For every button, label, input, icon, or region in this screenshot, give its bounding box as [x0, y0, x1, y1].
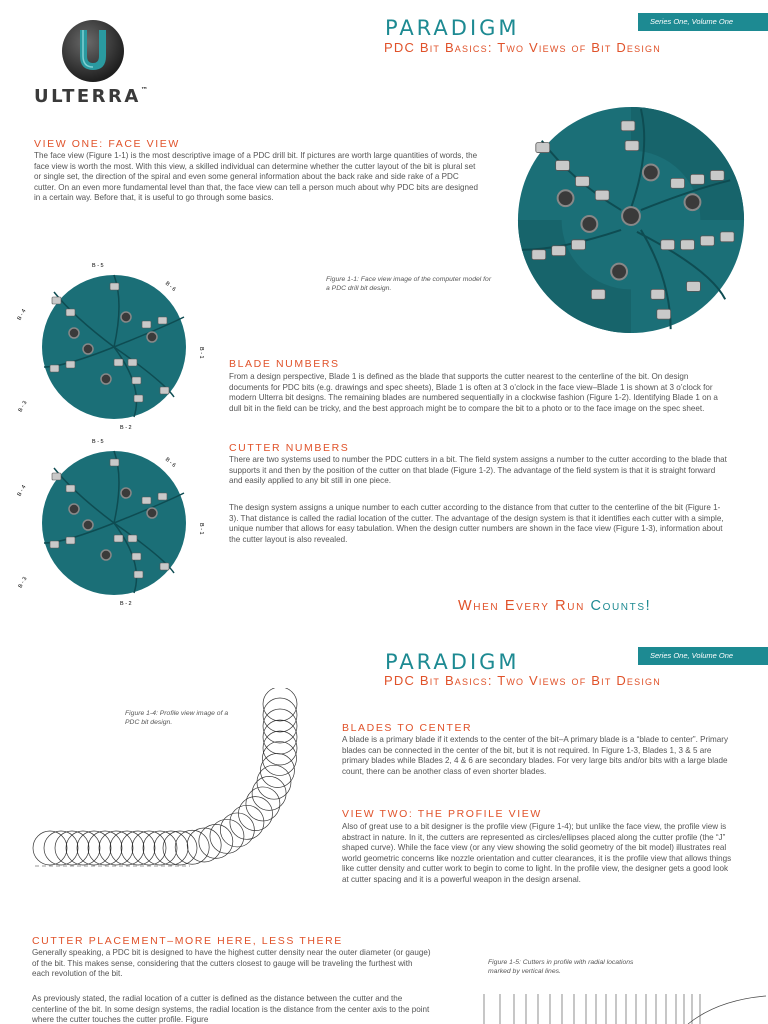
profile-cutter-circle — [121, 831, 155, 865]
profile-cutter-circle — [263, 688, 297, 721]
bit-face-image-large — [512, 103, 750, 337]
blades-to-center-body: A blade is a primary blade if it extends to the center of the bit–A primary blade is a “blade to center”. Primary blades can be connected in the center of the bit, but it is not required. In Figure 1-3, Blades 1, 3 & 5 are primary blades while Blades 2, 4 & 6 are secondary blades. For very large bits and/or bits with a large blade count, there can be another class of even shorter blades. — [342, 735, 728, 776]
profile-cutter-circle — [175, 830, 209, 864]
blade-label-b6: B - 6 — [163, 280, 177, 293]
face-view-body: The face view (Figure 1-1) is the most descriptive image of a PDC drill bit. If pictures are worth large quantities of words, the face view is worth the most. With this view, a skilled individual can determine whether the cutter layout of the bit is plural set or single set, the direction of the spiral and even some general information about the back rake and side rake of a PDC cutter. On an even more fundamental level than that, the face view can tell a person much about why PDC bits are designed in a certain way. Before that, it is useful to go through some basics. — [34, 151, 479, 203]
bit-face-image-cutters — [14, 438, 214, 608]
logo-tm: ™ — [140, 86, 151, 94]
profile-cutter-circle — [210, 819, 244, 853]
profile-cutter-circle — [77, 831, 111, 865]
cutter-placement-body-2: As previously stated, the radial location of a cutter is defined as the distance between the cutter and the centerline of the bit. In some design systems, the radial location is the distance from the center axis to the point where the cutter touches the cutter profile. Figure — [32, 994, 430, 1024]
profile-cutter-circle — [110, 831, 144, 865]
profile-cutter-circle — [66, 831, 100, 865]
profile-cutter-circle — [132, 831, 166, 865]
blade-label-b1: B - 1 — [198, 347, 204, 359]
profile-cutter-circle — [260, 753, 294, 787]
profile-cutter-circle — [263, 709, 297, 743]
blade-label-b3: B - 3 — [17, 400, 29, 414]
profile-cutter-circle — [163, 831, 197, 865]
blade-numbers-heading: BLADE NUMBERS — [229, 358, 340, 370]
profile-cutter-circle — [187, 828, 221, 862]
cutter-placement-heading: CUTTER PLACEMENT–MORE HERE, LESS THERE — [32, 935, 343, 947]
face-view-heading: VIEW ONE: FACE VIEW — [34, 138, 180, 150]
slogan-part-2: Counts! — [590, 598, 652, 614]
figure-1-1-caption: Figure 1-1: Face view image of the computer model for a PDC drill bit design. — [326, 276, 492, 292]
profile-cutter-circle — [99, 831, 133, 865]
blade-numbers-body: From a design perspective, Blade 1 is defined as the blade that supports the cutter nearest to the centerline of the bit. On design documents for PDC bits (e.g. drawings and spec sheets), Blade 1 is often at 3 o’clock in the face view–Blade 1 is shown at 3 o’clock for modern Ulterra bit designs. The remaining blades are numbered sequentially in a clockwise fashion (Figure 1-2). Identifying Blade 1 on a dull bit in the field can be tricky, and the best approach might be to compare the bit to a photo or to the face image on the spec sheet. — [229, 372, 718, 413]
profile-cutter-circle — [154, 831, 188, 865]
page-subtitle: PDC Bit Basics: Two Views of Bit Design — [384, 40, 661, 55]
series-badge: Series One, Volume One — [638, 13, 768, 31]
blade-label-b5-fig3: B - 5 — [92, 439, 104, 445]
page-title-2: PARADIGM — [385, 650, 520, 674]
page-title: PARADIGM — [385, 16, 520, 40]
profile-cutter-circle — [44, 831, 78, 865]
slogan — [458, 598, 651, 614]
blade-label-b6-fig3: B - 6 — [163, 456, 177, 469]
ulterra-logo — [30, 18, 160, 108]
figure-1-5-caption: Figure 1-5: Cutters in profile with radial locations marked by vertical lines. — [488, 959, 634, 975]
ulterra-emblem-icon — [58, 18, 128, 84]
blade-label-b2: B - 2 — [120, 425, 132, 431]
blades-to-center-heading: BLADES TO CENTER — [342, 722, 473, 734]
profile-cutter-circle — [257, 765, 291, 799]
cutter-numbers-heading: CUTTER NUMBERS — [229, 442, 350, 454]
logo-wordmark: ULTERRA — [34, 86, 141, 107]
profile-cutter-circle — [55, 831, 89, 865]
profile-cutter-circle — [263, 720, 297, 754]
profile-cutter-circle — [33, 831, 67, 865]
page-subtitle-2: PDC Bit Basics: Two Views of Bit Design — [384, 673, 661, 688]
blade-label-b4-fig3: B - 4 — [16, 484, 28, 498]
profile-cutter-circle — [88, 831, 122, 865]
profile-cutter-circle — [263, 731, 297, 765]
cutter-numbers-body-2: The design system assigns a unique number to each cutter according to the distance from that cutter to the centerline of the bit (Figure 1-3). That distance is called the radial location of the cutter. The advantage of the design system is that it identifies each cutter with a simple, unique number that allows for easy tabulation. When the design cutter numbers are shown in the face view (Figure 1-3), information about the cutter layout is also revealed. — [229, 503, 724, 544]
radial-location-diagram — [478, 990, 768, 1024]
blade-label-b1-fig3: B - 1 — [198, 523, 204, 535]
slogan-part-1: When Every Run — [458, 598, 591, 614]
profile-view-body: Also of great use to a bit designer is the profile view (Figure 1-4); but unlike the face view, the profile view is abstract in nature. In it, the cutters are represented as circles/ellipses placed along the cutter profile (the “J” shaped curve). While the face view (or any view showing the solid geometry of the bit model) illustrates real world geometric concerns like nozzle orientation and cutter clearances, it is the profile view that allows things like cutter density and cutter work to begin to come to light. In the profile view, the designer gets a good look at cutter spacing and it is a powerful weapon in the design arsenal. — [342, 822, 732, 884]
profile-cutter-circle — [143, 831, 177, 865]
profile-cutter-circle — [238, 797, 272, 831]
blade-label-b5: B - 5 — [92, 263, 104, 269]
bit-face-image-blades — [14, 262, 214, 432]
profile-cutter-circle — [263, 698, 297, 732]
cutter-placement-body-1: Generally speaking, a PDC bit is designed to have the highest cutter density near the outer diameter (or gauge) of the bit. This makes sense, considering that the cutters closest to gauge will be traveling the furthest with each revolution of the bit. — [32, 948, 431, 979]
bit-body-icon — [518, 107, 744, 333]
blade-label-b3-fig3: B - 3 — [17, 576, 29, 590]
cutter-numbers-body-1: There are two systems used to number the PDC cutters in a bit. The field system assigns a number to the cutter according to the blade that supports it and then by the position of the cutter on that blade (Figure 1-2). The advantage of the field system is that it is straight forward and easily applied to any bit still in one piece. — [229, 455, 727, 486]
figure-1-4-caption: Figure 1-4: Profile view image of a PDC bit design. — [125, 710, 229, 726]
blade-label-b2-fig3: B - 2 — [120, 601, 132, 607]
blade-label-b4: B - 4 — [16, 308, 28, 322]
profile-cutter-circle — [220, 813, 254, 847]
profile-view-heading: VIEW TWO: THE PROFILE VIEW — [342, 808, 542, 820]
profile-view-diagram — [30, 688, 330, 888]
profile-cutter-circle — [262, 741, 296, 775]
series-badge-2: Series One, Volume One — [638, 647, 768, 665]
